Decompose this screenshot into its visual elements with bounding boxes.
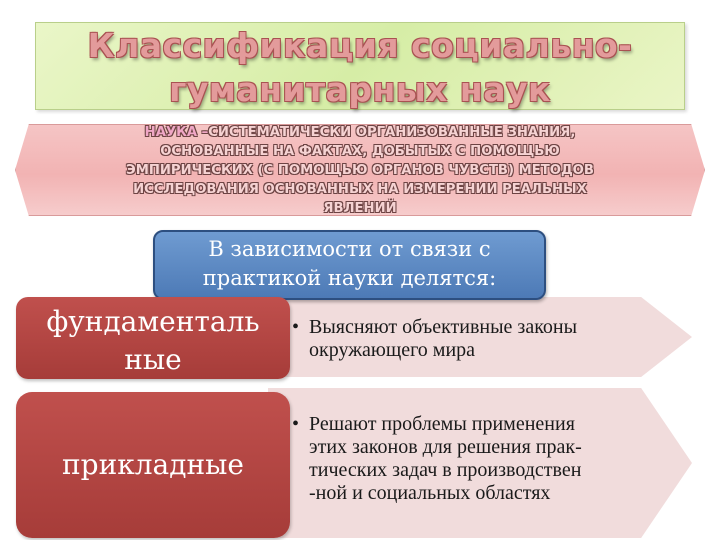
slide-title: [35, 24, 685, 112]
science-definition: [40, 123, 680, 218]
definition-line-1-text: СИСТЕМАТИЧЕСКИ ОРГАНИЗОВАННЫЕ ЗНАНИЯ,: [208, 125, 576, 140]
category-fundamental-line-2: ные: [124, 343, 182, 376]
definition-line-3: ЭМПИРИЧЕСКИХ (С ПОМОЩЬЮ ОРГАНОВ ЧУВСТВ) МЕТОДОВ: [126, 163, 594, 178]
category-fundamental-description: [292, 316, 652, 362]
fundamental-desc-line-2: окружающего мира: [309, 339, 476, 361]
category-applied-description: [292, 413, 637, 505]
division-line-1: В зависимости от связи с: [208, 237, 491, 261]
division-line-2: практикой науки делятся:: [202, 266, 497, 290]
slide-title-line-2: гуманитарных наук: [169, 70, 551, 109]
bullet-icon: •: [292, 316, 300, 338]
fundamental-desc-line-1: Выясняют объективные законы: [309, 316, 578, 338]
definition-line-1: [40, 123, 680, 142]
applied-desc-line-4: -ной и социальных областях: [309, 482, 551, 504]
applied-desc-line-2: этих законов для решения прак-: [309, 436, 582, 458]
definition-line-5: ЯВЛЕНИЙ: [323, 201, 397, 216]
division-heading: [153, 235, 546, 293]
category-fundamental-line-1: фундаменталь: [46, 305, 260, 338]
category-applied-label: прикладные: [62, 448, 244, 481]
category-fundamental-label: [16, 303, 290, 379]
definition-term: НАУКА –: [144, 125, 209, 140]
applied-desc-line-1: Решают проблемы применения: [309, 413, 575, 435]
bullet-icon: •: [292, 413, 300, 435]
definition-line-2: ОСНОВАННЫЕ НА ФАКТАХ, ДОБЫТЫХ С ПОМОЩЬЮ: [160, 144, 560, 159]
definition-line-4: ИССЛЕДОВАНИЯ ОСНОВАННЫХ НА ИЗМЕРЕНИИ РЕАЛЬНЫХ: [133, 182, 587, 197]
applied-desc-line-3: тических задач в производствен: [309, 459, 582, 481]
slide-title-line-1: Классификация социально-: [87, 26, 633, 65]
